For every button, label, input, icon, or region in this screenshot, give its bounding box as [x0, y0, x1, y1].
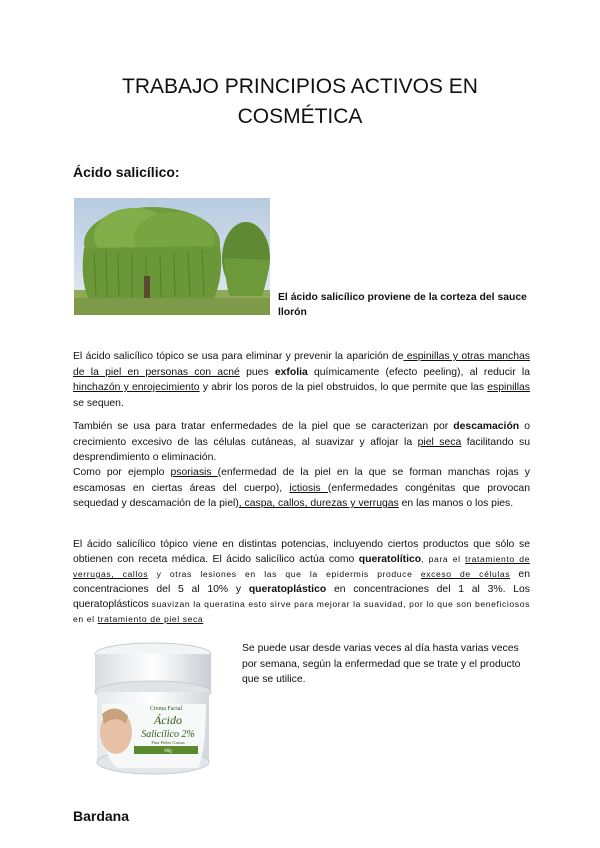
paragraph-potencies [73, 537, 530, 627]
title-line-2: COSMÉTICA [237, 105, 363, 128]
text: se sequen. [73, 397, 124, 409]
link-piel-seca-2: tratamiento de piel seca [97, 614, 204, 624]
jar-weight: 60g [164, 749, 172, 754]
link-espinillas-2: espinillas [487, 382, 531, 393]
jar-sub: Para Pieles Grasas [151, 740, 185, 745]
link-espinillas: espinillas y otras manchas de la piel en personas con acné [73, 351, 530, 378]
link-ictiosis: ictiosis [289, 482, 328, 494]
text: El ácido salicílico tópico se usa para eliminar y prevenir la aparición de [73, 351, 404, 362]
section-heading-salicylic: Ácido salicílico: [73, 164, 180, 180]
text: (enfermedades congénitas que provocan sequedad y descamación de la piel) [73, 482, 530, 509]
text: facilitando su desprendimiento o eliminación. [73, 436, 530, 463]
text: y otras lesiones en las que la epidermis produce [148, 569, 421, 579]
link-exceso-celulas: exceso de células [420, 569, 511, 579]
text: , para el [421, 554, 466, 564]
bold-queratoplastico: queratoplástico [248, 584, 327, 595]
bold-queratolitico: queratolítico [358, 554, 422, 565]
text: Como por ejemplo [73, 467, 171, 478]
document-title [0, 72, 600, 132]
jar-name-2: Salicílico 2% [141, 729, 195, 740]
jar-name-1: Ácido [154, 713, 182, 727]
tree-caption: El ácido salicílico proviene de la corteza del sauce llorón [278, 292, 527, 318]
paragraph-uses [73, 349, 530, 411]
text: También se usa para tratar enfermedades de la piel que se caracterizan por [73, 421, 454, 432]
text: químicamente (efecto peeling), al reducir la [307, 366, 531, 378]
text: y abrir los poros de la piel obstruidos, lo que permite que las [199, 382, 488, 393]
link-psoriasis: psoriasis [170, 467, 218, 478]
text: en las manos o los pies. [398, 498, 514, 509]
link-verrugas: tratamiento de verrugas, callos [73, 554, 530, 579]
link-hinchazon: hinchazón y enrojecimiento [73, 382, 200, 393]
text: El ácido salicílico tópico viene en distintas potencias, incluyendo ciertos productos que sólo se obtienen con receta médica. El ácido salicílico actúa como [73, 539, 530, 565]
paragraph-examples [73, 465, 530, 512]
text: en concentraciones del 1 al 3%. Los queratoplásticos [73, 584, 530, 610]
bold-descamacion: descamación [453, 421, 520, 432]
bold-exfolia: exfolia [274, 366, 308, 378]
jar-brand: Crema Facial [149, 706, 183, 712]
cream-jar-image [88, 640, 218, 778]
section-heading-bardana: Bardana [73, 808, 130, 824]
text: pues [239, 366, 275, 378]
text: en concentraciones del 5 al 10% y [73, 569, 530, 595]
paragraph-skin-diseases [73, 419, 530, 466]
willow-tree-image [74, 198, 270, 315]
link-piel-seca: piel seca [417, 436, 462, 448]
text: o crecimiento excesivo de las células cutáneas, al suavizar y aflojar la [73, 421, 531, 448]
usage-frequency-text: Se puede usar desde varias veces al día hasta varias veces por semana, según la enfermedad que se trate y el producto que se utilice. [242, 643, 521, 685]
text: (enfermedad de la piel en la que se forman manchas rojas y escamosas en ciertas áreas del cuerpo), [73, 467, 530, 494]
text: suavizan la queratina esto sirve para mejorar la suavidad, por lo que son beneficiosos en el [73, 599, 530, 624]
title-line-1: TRABAJO PRINCIPIOS ACTIVOS EN [122, 75, 478, 98]
link-caspa: , caspa, callos, durezas y verrugas [238, 498, 399, 509]
